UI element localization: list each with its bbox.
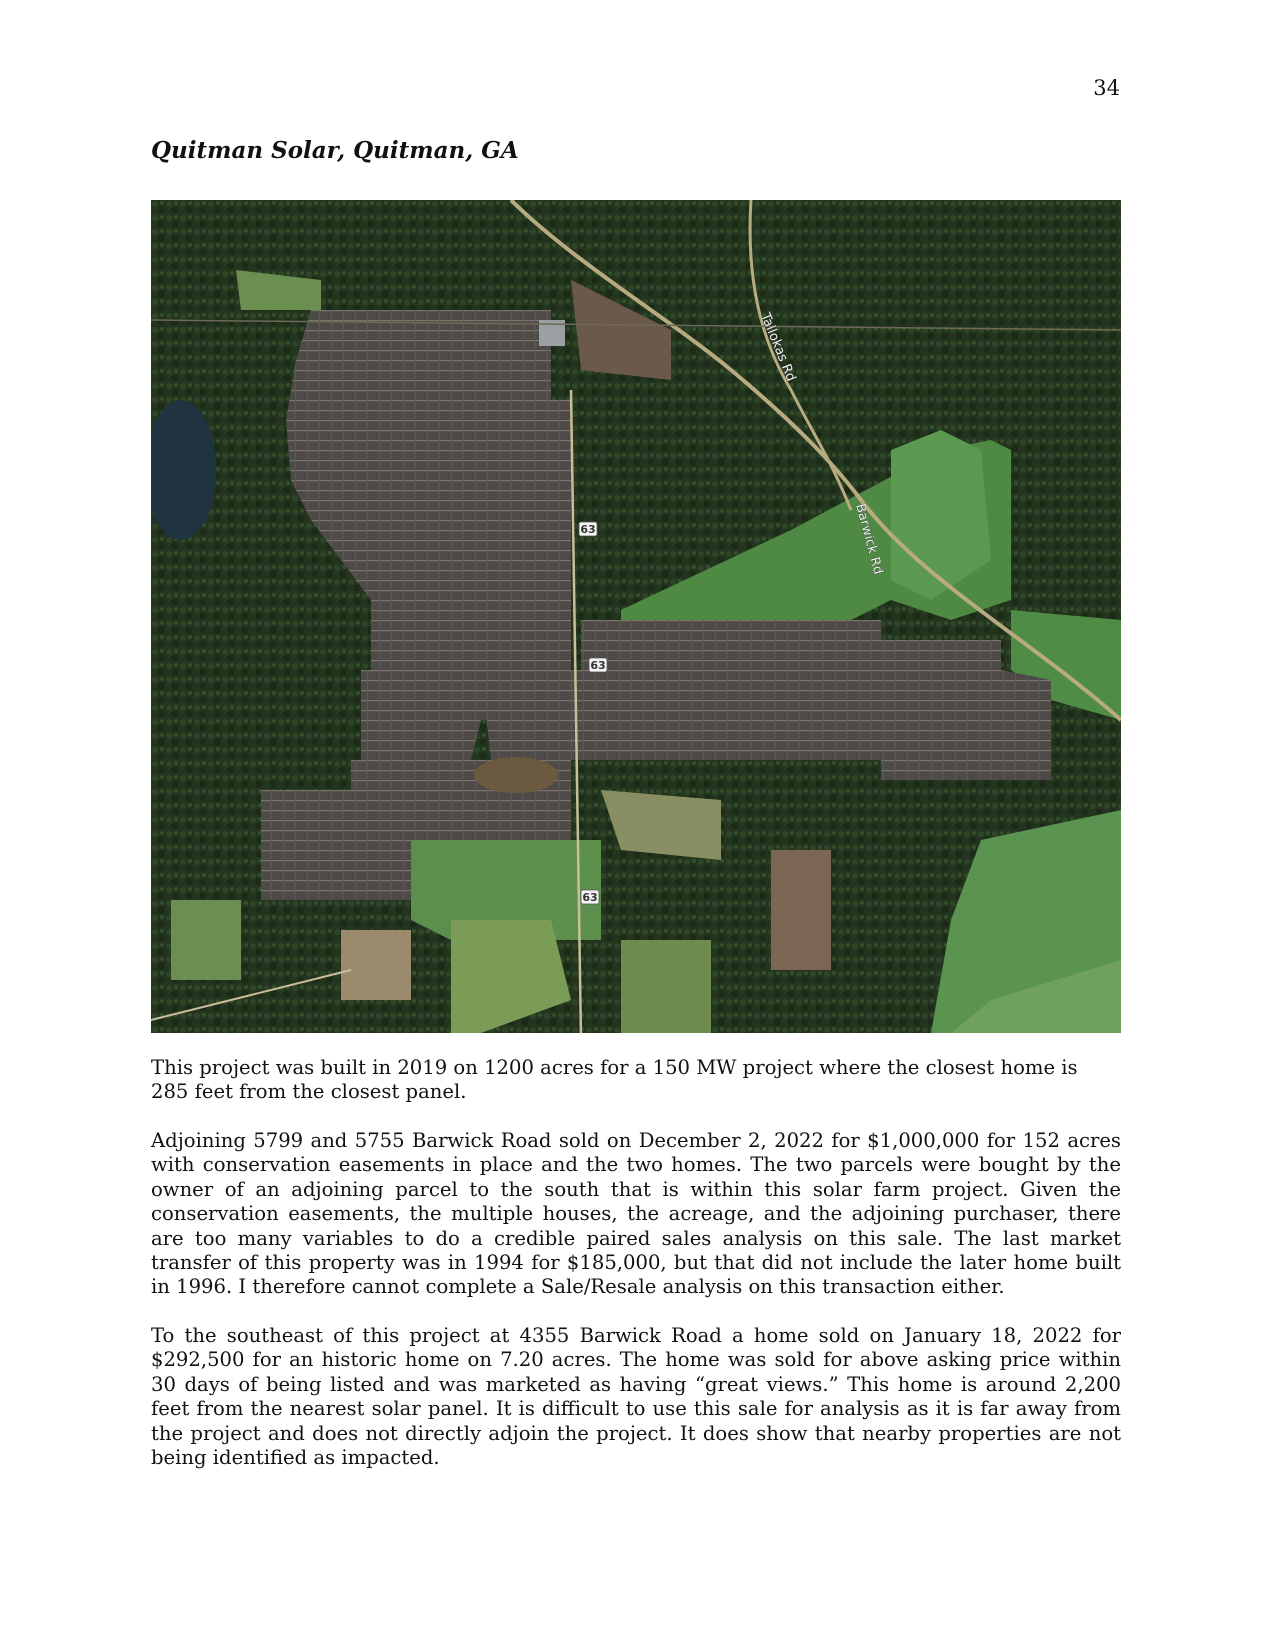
page-number: 34 xyxy=(1093,76,1120,100)
svg-text:63: 63 xyxy=(580,523,596,536)
paragraph-barwick-sale: Adjoining 5799 and 5755 Barwick Road sold on December 2, 2022 for $1,000,000 for 152 acres with conservation easements in place and the two homes. The two parcels were bought by the owner of an adjoining parcel to the south that is within this solar farm project. Given the conservation easements, the multiple houses, the acreage, and the adjoining purchaser, there are too many variables to do a credible paired sales analysis on this sale. The last market transfer of this property was in 1994 for $185,000, but that did not include the later home built in 1996. I therefore cannot complete a Sale/Resale analysis on this transaction either. xyxy=(151,1129,1121,1299)
tallokas-rd-label: Tallokas Rd xyxy=(757,310,799,384)
aerial-map-image xyxy=(151,200,1121,1033)
paragraph-project-summary: This project was built in 2019 on 1200 acres for a 150 MW project where the closest home is 285 feet from the closest panel. xyxy=(151,1056,1078,1104)
svg-text:63: 63 xyxy=(590,659,606,672)
svg-text:63: 63 xyxy=(582,891,598,904)
route-shield-3 xyxy=(581,890,599,904)
route-shield-2 xyxy=(589,658,607,672)
paragraph-southeast-sale: To the southeast of this project at 4355 Barwick Road a home sold on January 18, 2022 for $292,500 for an historic home on 7.20 acres. The home was sold for above asking price within 30 days of being listed and was marketed as having “great views.” This home is around 2,200 feet from the nearest solar panel. It is difficult to use this sale for analysis as it is far away from the project and does not directly adjoin the project. It does show that nearby properties are not being identified as impacted. xyxy=(151,1324,1121,1470)
pond xyxy=(474,757,558,793)
barwick-rd-label: Barwick Rd xyxy=(852,502,886,577)
route-shield-1 xyxy=(579,522,597,536)
page-title: Quitman Solar, Quitman, GA xyxy=(151,137,519,164)
